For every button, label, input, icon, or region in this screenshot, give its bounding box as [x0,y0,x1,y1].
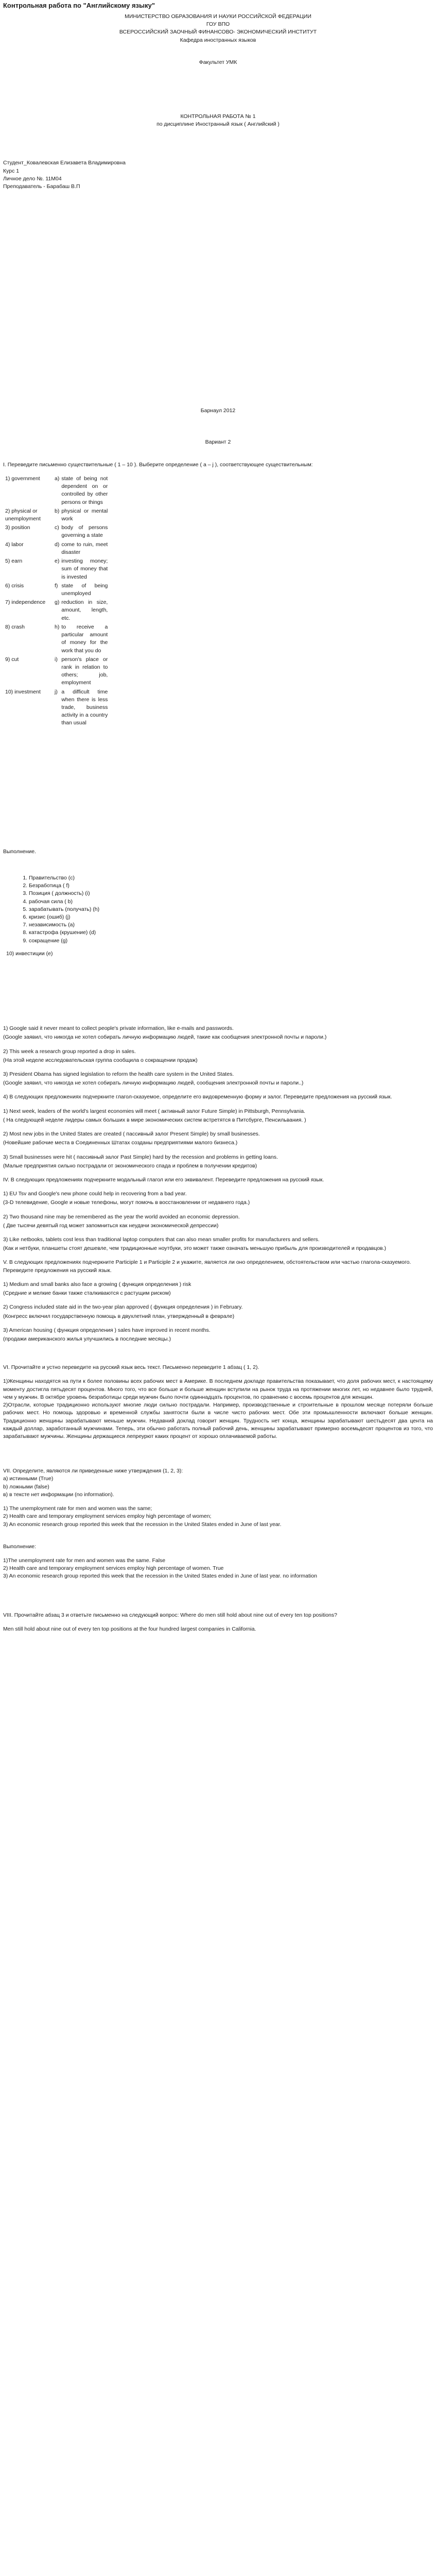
sentence-block [3,1176,433,1184]
sentence-ru: ( На следующей неделе лидеры самых больших в мире экономических систем встретятся в Питсбурге, Пенсильвания. ) [3,1116,306,1123]
sentence-block [3,1281,433,1297]
file-number: Личное дело №. 11М04 [3,175,62,182]
city-year: Барнаул 2012 [200,408,236,414]
term-cell: 10) investment [5,688,41,695]
table-row [5,524,110,540]
task8-answer: Men still hold about nine out of every ten top positions at the four hundred largest companies in California. [3,1625,256,1632]
sentence-ru: (Google заявил, что никогда не хотел собирать личную информацию людей, такие как сообщения электронной почты и пароли.) [3,1034,327,1041]
sentence-en: 2) Two thousand nine may be remembered as the year the world avoided an economic depression. [3,1213,240,1220]
term-cell: 6) crisis [5,582,24,589]
sentence-en: 3) Small businesses were hit ( пассивный залог Past Simple) hard by the recession and problems in getting loans. [3,1154,278,1160]
task7-item: 3) An economic research group reported this week that the recession in the United States ended in June of last year. [3,1521,282,1528]
sentence-ru: (3-D телевидение, Google и новые телефоны, могут помочь в восстановлении от недавнего года.) [3,1199,250,1206]
task6-translation: 1)Женщины находятся на пути к более половины всех рабочих мест в Америке. В последнем докладе правительства показывает, что доля рабочих мест, к настоящему моменту достигла пятьдесят процентов. Много того, что все больше и больше женщин вступили на рынок труда на протяжении многих лет, но недавнее было трудней, чем у мужчин. В октябре уровень безработицы среди мужчин было почти одиннадцать процентов, по сравнению с восемь процентов для женщин. 2)Отрасли, которые традиционно используют многие люди сильно пострадали. Например, производственные и строительные в прошлом месяце потеряли больше рабочих мест. Но помощь здоровью и временной службы занятости были в числе чисто рабочих мест. Обе эти промышленности включают больше женщин. Традиционно женщины зарабатывают меньше мужчин. Недавний доклад говорит женщин. Трудность нет конца, женщины зарабатывают шестьдесят два цента на каждый доллар, заработанный мужчинами. Теперь, эти обычно работать полный рабочий день, женщины зарабатывают примерно восемьдесят процентов из того, что зарабатывают мужчины. Женщины держащиеся лепреурют каких процент от хорошо оплачиваемой работы. [3,1378,433,1439]
sentence-block [3,1130,433,1147]
sentence-block [3,1259,433,1274]
term-cell: 7) independence [5,599,46,606]
sentence-en: 2) Most new jobs in the United States are created ( пассивный залог Present Simple) by small businesses. [3,1131,260,1138]
sentence-ru: (продажи американского жилья улучшились в последние месяцы.) [3,1336,171,1342]
sentence-block [3,1303,433,1320]
sentence-en: 3) President Obama has signed legislation to reform the health care system in the United States. [3,1071,234,1077]
table-row [5,582,110,599]
definition-cell: come to ruin, meet disaster [61,541,108,555]
sentence-block [3,1154,433,1170]
definition-cell: to receive a particular amount of money for the work that you do [61,623,108,654]
table-row [5,557,110,582]
term-cell: 4) labor [5,541,24,548]
term-cell: 9) cut [5,656,19,663]
header-line: ВСЕРОССИЙСКИЙ ЗАОЧНЫЙ ФИНАНСОВО- ЭКОНОМИЧЕСКИЙ ИНСТИТУТ [119,29,317,36]
letter-cell: i) [55,656,58,663]
task6-intro: VI. Прочитайте и устно переведите на русский язык весь текст. Письменно переведите 1 абзац ( 1, 2). [3,1364,259,1371]
sentence-en: V. В следующих предложениях подчеркните Participle 1 и Participle 2 и укажите, является ли оно определением, обстоятельством или частью глагола-сказуемого. Переведите предложения на русский язык. [3,1259,411,1274]
term-cell: 8) crash [5,623,25,630]
sentence-block [3,1093,433,1101]
sentence-en: 2) This week a research group reported a drop in sales. [3,1048,136,1055]
task7-option: в) в тексте нет информации (no information). [3,1491,114,1498]
list-item: 5. зарабатывать (получать) (h) [29,906,433,913]
table-row [5,507,110,524]
sentence-block [3,1190,433,1207]
letter-cell: j) [55,688,58,695]
sentence-en: 1) EU Tsv and Google's new phone could help in recovering from a bad year. [3,1191,187,1197]
list-item: 9. сокращение (g) [29,937,433,945]
sentence-block [3,1048,433,1064]
list-item: 1. Правительство (с) [29,874,433,882]
table-row [5,599,110,623]
sentences-section [3,1025,433,1343]
definition-cell: reduction in size, amount, length, etc. [61,599,108,621]
answer7-item: 2) Health care and temporary employment services employ high percentage of women. True [3,1565,224,1572]
letter-cell: a) [55,475,60,482]
ministry-header [3,13,433,44]
sentence-ru: (Google заявил, что никогда не хотел собирать личную информацию людей, сообщения электронной почты и пароли..) [3,1080,304,1087]
list-item: 6. кризис (ошиб) (j) [29,913,433,921]
list-item: 4. рабочая сила ( b) [29,898,433,906]
task1-table [5,475,110,728]
sentence-block [3,1236,433,1252]
table-row [5,688,110,728]
document-page [0,1,436,2576]
sentence-block [3,1213,433,1230]
task7-item: 1) The unemployment rate for men and women was the same; [3,1505,152,1512]
answers7-label: Выполнение: [3,1543,37,1550]
letter-cell: b) [55,507,60,514]
list-item: 3. Позиция ( должность) (i) [29,890,433,897]
teacher-name: Преподаватель - Барабаш В.П [3,183,80,190]
letter-cell: g) [55,599,60,606]
list-item: 7. независимость (а) [29,921,433,929]
task7-option: b) ложными (false) [3,1483,49,1490]
sentence-en: 4) В следующих предложениях подчеркните глагол-сказуемое, определите его видовременную форму и залог. Переведите предложения на русский язык. [3,1094,392,1100]
sentence-en: 1) Medium and small banks also face a growing ( функция определения ) risk [3,1281,191,1287]
sentence-ru: (Как и нетбуки, планшеты стоят дешевле, чем традиционные ноутбуки, это может также означать меньшую прибыль для производителей и продавцов.) [3,1245,387,1252]
letter-cell: h) [55,623,60,630]
sentence-ru: (Средние и мелкие банки также сталкиваются с растущим риском) [3,1290,171,1297]
task1-intro: I. Переведите письменно существительные ( 1 – 10 ). Выберите определение ( а – j ), соответствующее существительным: [3,461,313,468]
letter-cell: d) [55,541,60,548]
student-name: Студент_Ковалевская Елизавета Владимировна [3,160,126,166]
table-row [5,623,110,656]
answer7-item: 3) An economic research group reported this week that the recession in the United States ended in June of last year. no information [3,1573,317,1580]
term-cell: 5) earn [5,558,23,565]
definition-cell: person's place or rank in relation to others; job, employment [61,656,108,686]
sentence-ru: ( Две тысячи девятый год может запомниться как неудачи экономической депрессии) [3,1222,219,1229]
sentence-block [3,1071,433,1087]
task7-option: a) истинными (True) [3,1476,54,1482]
sentence-en: 2) Congress included state aid in the two-year plan approved ( функция определения ) in February. [3,1304,243,1311]
definition-cell: body of persons governing a state [61,524,108,539]
answer7-item: 1)The unemployment rate for men and women was the same. False [3,1557,166,1564]
course: Курс 1 [3,167,20,174]
letter-cell: f) [55,582,58,589]
task7-intro: VII. Определите, являются ли приведенные ниже утверждения (1, 2, 3): [3,1468,183,1475]
sentence-block [3,1108,433,1124]
work-title: КОНТРОЛЬНАЯ РАБОТА № 1 [180,113,256,120]
task8-intro: VIII. Прочитайте абзац 3 и ответьте письменно на следующий вопрос: Where do men still hold about nine out of every ten top positions? [3,1612,337,1618]
definition-cell: state of being not dependent on or controlled by other persons or things [61,475,108,505]
header-line: МИНИСТЕРСТВО ОБРАЗОВАНИЯ И НАУКИ РОССИЙСКОЙ ФЕДЕРАЦИИ [125,13,311,20]
answer-10: 10) инвестиции (e) [6,950,53,957]
faculty-name: Факультет УМК [199,59,237,65]
definition-cell: state of being unemployed [61,582,108,597]
variant-label: Вариант 2 [205,439,231,446]
table-row [5,656,110,688]
sentence-en: 1) Next week, leaders of the world's largest economies will meet ( активный залог Future Simple) in Pittsburgh, Pennsylvania. [3,1108,305,1114]
list-item: 8. катастрофа (крушение) (d) [29,929,433,937]
sentence-ru: (Новейшие рабочие места в Соединенных Штатах созданы предприятиями малого бизнеса.) [3,1140,238,1146]
answers1-list [3,874,433,945]
letter-cell: c) [55,524,59,531]
sentence-en: 1) Google said it never meant to collect people's private information, like e-mails and passwords. [3,1025,234,1032]
term-cell: 1) government [5,475,40,482]
sentence-block [3,1327,433,1343]
definition-cell: a difficult time when there is less trade, business activity in a country than usual [61,688,108,726]
header-line: ГОУ ВПО [206,21,230,28]
table-row [5,475,110,507]
sentence-ru: (Малые предприятия сильно пострадали от экономического спада и проблем в получении кредитов) [3,1162,257,1169]
sentence-ru: (Конгресс включил государственную помощь в двухлетний план, утвержденный в феврале) [3,1313,235,1319]
sentence-ru: (На этой неделе исследовательская группа сообщила о сокращении продаж) [3,1057,198,1063]
table-row [5,541,110,557]
task7-item: 2) Health care and temporary employment services employ high percentage of women; [3,1513,212,1520]
sentence-en: 3) American housing ( функция определения ) sales have improved in recent months. [3,1327,211,1333]
document-title: Контрольная работа по "Английскому языку" [3,2,155,9]
work-subtitle: по дисциплине Иностранный язык ( Английский ) [156,121,280,128]
done-label: Выполнение. [3,848,37,855]
sentence-block [3,1025,433,1041]
definition-cell: investing money; sum of money that is invested [61,558,108,580]
header-line: Кафедра иностранных языков [180,37,256,43]
term-cell: 3) position [5,524,30,531]
letter-cell: e) [55,558,60,565]
term-cell: 2) physical or unemployment [5,507,41,522]
list-item: 2. Безработица ( f) [29,882,433,890]
sentence-en: IV. В следующих предложениях подчеркните модальный глагол или его эквивалент. Переведите предложения на русский язык. [3,1176,324,1183]
sentence-en: 3) Like netbooks, tablets cost less than traditional laptop computers that can also mean smaller profits for manufacturers and sellers. [3,1236,320,1243]
definition-cell: physical or mental work [61,507,108,522]
